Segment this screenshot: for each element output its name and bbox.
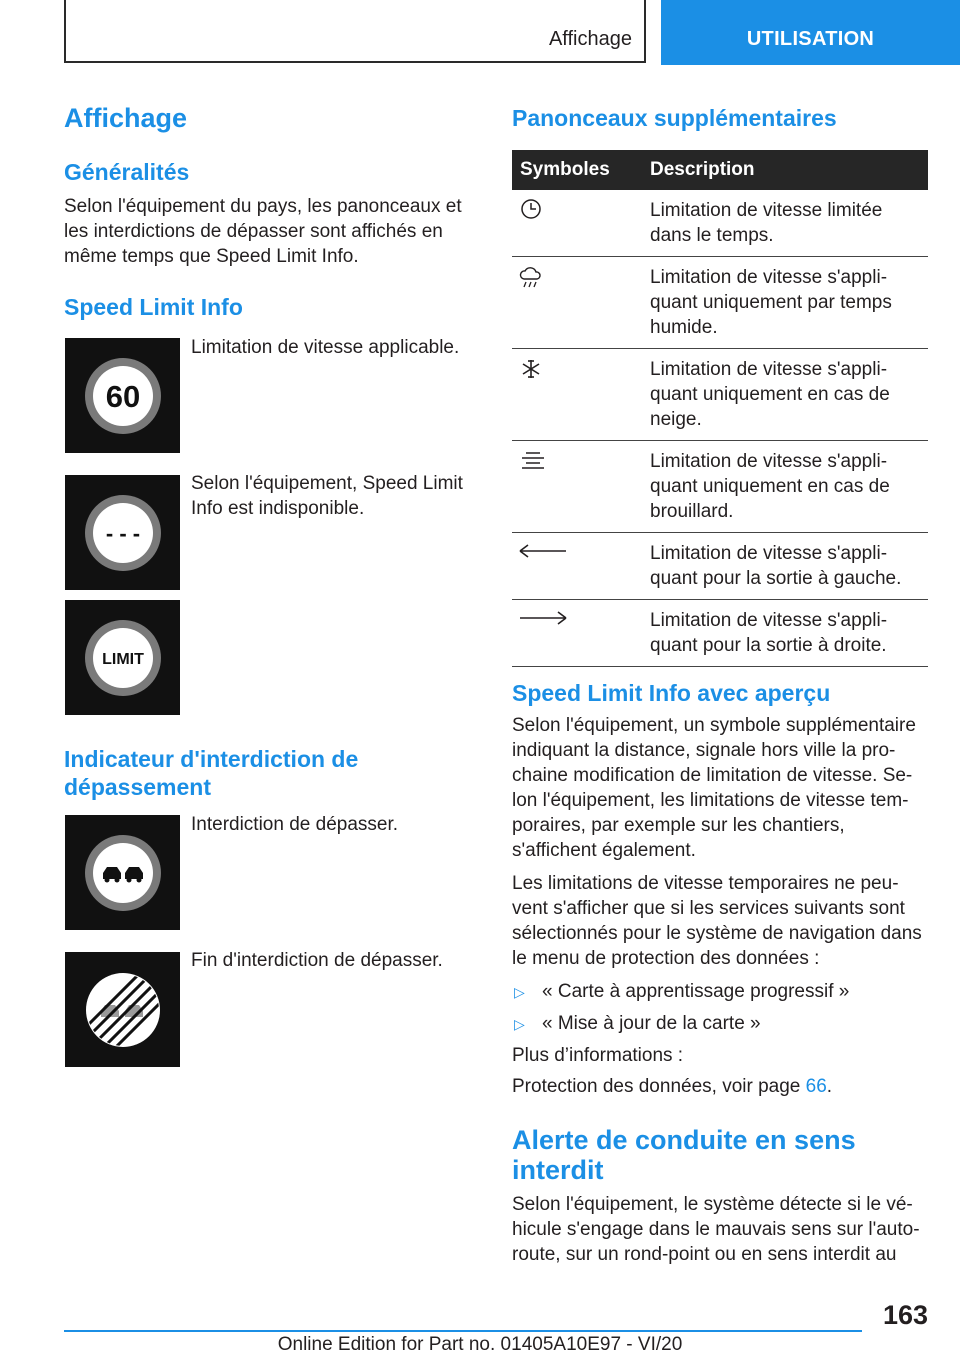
header-chapter-label: UTILISATION: [746, 28, 875, 50]
table-row: [512, 441, 928, 533]
apercu-paragraph-1: Selon l'équipement, un symbole supplémentaire indiquant la distance, signale hors ville la pro-chaine modification de limitation de vitesse. Se-lon l'équipement, les limitations de vitesse tem-poraires, par exemple sur les chantiers, s'affichent également.: [512, 715, 916, 861]
header-section-box: [64, 0, 646, 63]
table-cell-description: Limitation de vitesse s'appli-quant uniquement en cas de neige.: [640, 349, 928, 441]
bullet-triangle-icon: ▷: [514, 1016, 525, 1032]
heading-wrong-way-line2: interdit: [512, 1155, 604, 1185]
apercu-paragraph-2: Les limitations de vitesse temporaires ne peu-vent s'afficher que si les services suivants sont sélectionnés pour le système de navigation dans le menu de protection des données :: [512, 873, 922, 969]
end-no-overtaking-sign: [65, 952, 180, 1067]
speed-limit-unavailable-sign: [65, 475, 180, 590]
heading-apercu: Speed Limit Info avec aperçu: [512, 680, 831, 706]
speed-limit-60-sign: [65, 338, 180, 453]
heading-overtaking-line2: dépassement: [64, 774, 212, 800]
cross-reference-text: Protection des données, voir page: [512, 1076, 806, 1097]
cross-reference-end: .: [826, 1076, 833, 1097]
speed-limit-limit-sign: [65, 600, 180, 715]
sign-60-text: 60: [105, 378, 140, 414]
list-item: [514, 1011, 761, 1037]
table-cell-description: Limitation de vitesse s'appli-quant pour la sortie à droite.: [640, 600, 928, 667]
sign-limit-text: LIMIT: [101, 650, 144, 668]
arrow-right-icon: [518, 608, 568, 628]
speed-limit-applicable-text: Limitation de vitesse applicable.: [191, 337, 460, 358]
table-cell-description: Limitation de vitesse s'appli-quant uniquement par temps humide.: [640, 257, 928, 349]
heading-overtaking: [64, 745, 484, 801]
bullet-text: « Mise à jour de la carte »: [542, 1013, 761, 1034]
table-cell-description: Limitation de vitesse s'appli-quant uniquement en cas de brouillard.: [640, 441, 928, 533]
more-info-label: Plus d’informations :: [512, 1045, 684, 1066]
heading-generalites: Généralités: [64, 159, 190, 185]
heading-speed-limit-info: Speed Limit Info: [64, 294, 243, 320]
generalites-text: Selon l'équipement du pays, les panonceaux et les interdictions de dépasser sont affichés en même temps que Speed Limit Info.: [64, 196, 462, 267]
table-header-symboles: Symboles: [512, 150, 640, 190]
table-row: [512, 533, 928, 600]
heading-wrong-way: [512, 1125, 932, 1185]
page-title: Affichage: [64, 103, 188, 133]
page-number: 163: [882, 1300, 928, 1330]
table-cell-description: Limitation de vitesse s'appli-quant pour la sortie à gauche.: [640, 533, 928, 600]
sign-dashes-text: - - -: [105, 520, 140, 546]
table-cell-description: Limitation de vitesse limitée dans le temps.: [640, 190, 928, 257]
end-no-overtaking-text: Fin d'interdiction de dépasser.: [191, 950, 443, 971]
table-row: [512, 600, 928, 667]
header-section-title: Affichage: [548, 28, 632, 50]
cross-reference: [512, 1074, 832, 1099]
bullet-triangle-icon: ▷: [514, 984, 525, 1000]
heading-overtaking-line1: Indicateur d'interdiction de: [64, 746, 359, 772]
header-chapter-tab: [661, 0, 960, 65]
wrong-way-text: Selon l'équipement, le système détecte si le vé-hicule s'engage dans le mauvais sens sur l'auto-route, sur un rond-point ou en sens interdit au: [512, 1194, 920, 1265]
table-row: [512, 349, 928, 441]
table-header-description: Description: [640, 150, 928, 190]
table-header-row: [512, 150, 928, 190]
arrow-left-icon: [518, 541, 568, 561]
rain-cloud-icon: [518, 265, 544, 289]
table-row: [512, 190, 928, 257]
bullet-text: « Carte à apprentissage progressif »: [542, 981, 850, 1002]
clock-icon: [518, 198, 544, 220]
page-link-66[interactable]: 66: [805, 1076, 827, 1097]
speed-limit-unavailable-text: Selon l'équipement, Speed Limit Info est indisponible.: [191, 473, 463, 519]
panonceaux-table: [512, 150, 928, 667]
heading-panonceaux: Panonceaux supplémentaires: [512, 105, 837, 131]
table-row: [512, 257, 928, 349]
no-overtaking-text: Interdiction de dépasser.: [191, 814, 399, 835]
snowflake-icon: [518, 357, 544, 381]
footer-divider: [64, 1330, 862, 1332]
list-item: [514, 979, 849, 1005]
fog-icon: [518, 449, 548, 473]
no-overtaking-sign: [65, 815, 180, 930]
footer-edition: Online Edition for Part no. 01405A10E97 - VI/20: [277, 1334, 683, 1355]
heading-wrong-way-line1: Alerte de conduite en sens: [512, 1125, 856, 1155]
